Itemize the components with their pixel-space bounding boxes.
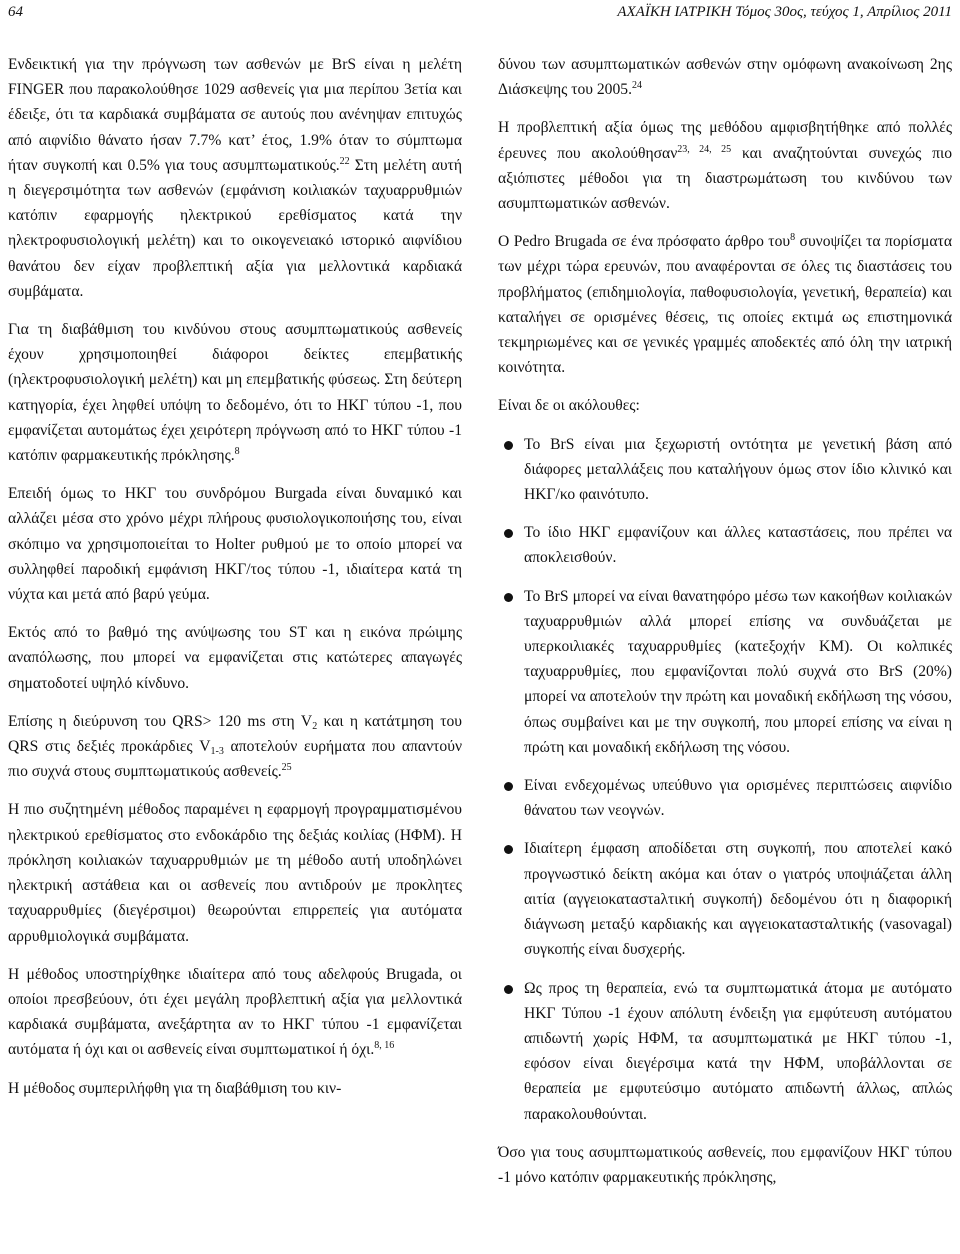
paragraph: Η μέθοδος συμπεριλήφθη για τη διαβάθμιση του κιν- [8, 1079, 342, 1097]
bullet-icon [504, 593, 513, 602]
list-item: Ως προς τη θεραπεία, ενώ τα συμπτωματικά άτομα με αυτόματο ΗΚΓ Τύπου -1 έχουν απόλυτη ένδειξη για εμφύτευση αυτόματου απιδωντή χωρίς ΗΦΜ, τα ασυμπτωματικά με ΗΚΓ τύπου -1, εφόσον είναι διεγέρσιμα κατά την ΗΦΜ, υποβάλλονται σε θεραπεία με εμφυτεύσιμο αυτόματο απιδωντή άλλως, απλώς παρακολουθούνται. [498, 976, 952, 1127]
citation: 8 [790, 232, 796, 244]
list-item: Ιδιαίτερη έμφαση αποδίδεται στη συγκοπή, που αποτελεί κακό προγνωστικό δείκτη ακόμα και όταν ο γιατρός υποψιάζεται άλλη αιτία (αγγειοκαταστaλτική συγκοπή) δεδομένου ότι η διαφορική διάγνωση μεταξύ καρδιακής και αγγειοκατασταλτικής (vasovagal) συγκοπής είναι δυσχερής. [498, 836, 952, 962]
paragraph: Όσο για τους ασυμπτωματικούς ασθενείς, που εμφανίζουν ΗΚΓ τύπου -1 μόνο κατόπιν φαρμακευτικής πρόκλησης, [498, 1143, 952, 1186]
paragraph: Η μέθοδος υποστηρίχθηκε ιδιαίτερα από τους αδελφούς Brugada, οι οποίοι πρεσβεύουν, ότι έχει μεγάλη προβλεπτική αξία για μελλοντικά καρδιακά συμβάματα, ανεξάρτητα αν το ΗΚΓ τύπου -1 εμφανίζεται αυτόματα ή όχι και οι ασθενείς είναι συμπτωματικοί ή όχι.$^{8, 16}$ [8, 965, 462, 1059]
bullet-list [498, 432, 952, 1127]
bullet-icon [504, 441, 513, 450]
paragraph: Ο Pedro Brugada σε ένα πρόσφατο άρθρο του$^8$ συνοψίζει τα πορίσματα των μέχρι τώρα ερευνών, που αναφέρονται σε όλες τις διαστάσεις του προβλήματος (επιδημιολογία, παθοφυσιολογία, γενετική, θεραπεία) και καταλήγει σε ορισμένες θέσεις, τις οποίες εκτιμά ως επιστημονικά τεκμηριωμένες και σε γενικές γραμμές αποδεκτές από όλη την ιατρική κοινότητα. [498, 232, 952, 377]
list-item: Το BrS είναι μια ξεχωριστή οντότητα με γενετική βάση από διάφορες μεταλλάξεις που καταλήγουν όμως στον ίδιο κλινικό και ΗΚΓ/κο φαινότυπο. [498, 432, 952, 508]
citation: 25 [281, 762, 292, 774]
bullet-icon [504, 529, 513, 538]
bullet-icon [504, 845, 513, 854]
page-header [8, 4, 952, 32]
paragraph: Ενδεικτική για την πρόγνωση των ασθενών με BrS είναι η μελέτη FINGER που παρακολούθησε 1029 ασθενείς για μια περίπου 3ετία και έδειξε, ότι τα καρδιακά συμβάματα σε αυτούς που ανένηψαν επιτυχώς από αιφνίδιο θάνατο ήσαν 7.7% κατ’ έτος, 1.9% όταν το σύμπτωμα ήταν συγκοπή και 0.5% για τους ασυμπτωματικούς.$^{22}$ Στη μελέτη αυτή η διεγερσιμότητα των ασθενών (εμφάνιση κοιλιακών ταχυαρρυθμιών κατόπιν εφαρμογής ηλεκτρικού ερεθίσματος κατά την ηλεκτροφυσιολογική μελέτη) και το οικογενειακό ιστορικό αιφνίδιου θανάτου δεν είχαν προβλεπτική αξία για μελλοντικά καρδιακά συμβάματα. [8, 56, 462, 300]
paragraph: Επίσης η διεύρυνση του QRS> 120 ms στη $V_2$ και η κατάτμηση του QRS στις δεξιές προκάρδιες $V_{1-3}$ αποτελούν ευρήματα που απαντούν πιο συχνά στους συμπτωματικούς ασθενείς.$^{25}$ [8, 712, 462, 781]
bullet-icon [504, 985, 513, 994]
paragraph: Εκτός από το βαθμό της ανύψωσης του ST και η εικόνα πρώιμης αναπόλωσης, που μπορεί να εμφανίζεται στις κατώτερες απαγωγές σηματοδοτεί υψηλό κίνδυνο. [8, 624, 462, 692]
paragraph: Επειδή όμως το ΗΚΓ του συνδρόμου Burgada είναι δυναμικό και αλλάζει μέσα στο χρόνο μέχρι πλήρους φυσιολογικοποιήσης του, είναι σκόπιμο να χρησιμοποιείται το Holter ρυθμού με το οποίο μπορεί να συλληφθεί παροδική εμφάνιση ΗΚΓ/τος τύπου -1, ιδιαίτερα κατά τη νύχτα και μετά από βαρύ γεύμα. [8, 485, 462, 604]
paragraph: Είναι δε οι ακόλουθες: [498, 397, 640, 415]
paragraph: Η προβλεπτική αξία όμως της μεθόδου αμφισβητήθηκε από πολλές έρευνες που ακολούθησαν$^{23, 24, 25}$ και αναζητούνται συνεχώς πιο αξιόπιστες μέθοδοι για τη διαστρωμάτωση του κινδύνου των ασυμπτωματικών ασθενών. [498, 119, 953, 213]
list-item: Το ίδιο ΗΚΓ εμφανίζουν και άλλες καταστάσεις, που πρέπει να αποκλεισθούν. [498, 520, 952, 570]
right-column [498, 52, 952, 1203]
left-column [8, 52, 462, 1114]
paragraph: Για τη διαβάθμιση του κινδύνου στους ασυμπτωματικούς ασθενείς έχουν χρησιμοποιηθεί διάφοροι δείκτες επεμβατικής (ηλεκτροφυσιολογική μελέτη) και μη επεμβατικής φύσεως. Στη δεύτερη κατηγορία, έχει ληφθεί υπόψη το δεδομένο, ότι το ΗΚΓ τύπου -1, που εμφανίζεται αυτομάτως έχει χειρότερη πρόγνωση από το ΗΚΓ τύπου -1 κατόπιν φαρμακευτικής πρόκλησης.$^8$ [8, 321, 462, 465]
citation: 8 [234, 446, 240, 458]
journal-running-title: ΑΧΑΪΚΗ ΙΑΤΡΙΚΗ Τόμος 30ος, τεύχος 1, Απρίλιος 2011 [617, 4, 952, 20]
bullet-icon [504, 782, 513, 791]
citation: 24 [631, 80, 642, 92]
page-number: 64 [8, 4, 23, 20]
list-item: Το BrS μπορεί να είναι θανατηφόρο μέσω των κακοήθων κοιλιακών ταχυαρρυθμιών αλλά μπορεί επίσης να συνδυάζεται με υπερκοιλιακές ταχυαρρυθμίες (κατεξοχήν ΚΜ). Οι κολπικές ταχυαρρυθμίες, που εμφανίζονται πολύ συχνά στο BrS (20%) μπορεί να αποτελούν την πρώτη και μοναδική εκδήλωση της νόσου, όπως συμβαίνει και με την συγκοπή, που μπορεί επίσης να είναι η πρώτη και μοναδική εκδήλωση της νόσου. [498, 584, 952, 760]
list-item: Είναι ενδεχομένως υπεύθυνο για ορισμένες περιπτώσεις αιφνίδιο θάνατου των νεογνών. [498, 773, 952, 823]
citation: 23, 24, 25 [677, 143, 732, 155]
citation: 22 [339, 155, 350, 167]
paragraph: Η πιο συζητημένη μέθοδος παραμένει η εφαρμογή προγραμματισμένου ηλεκτρικού ερεθίσματος στο ενδοκάρδιο της δεξιάς κοιλίας (ΗΦΜ). Η πρόκληση κοιλιακών ταχυαρρυθμιών με τη μέθοδο αυτή υποδηλώνει ηλεκτρική αστάθεια και οι ασθενείς που αντιδρούν με προκλητες ταχυαρρυθμίες (διεγέρσιμοι) θεωρούνται επιρρεπείς για αυτόματα αρρυθμιολογικά συμβάματα. [8, 801, 462, 945]
paragraph: δύνου των ασυμπτωματικών ασθενών στην ομόφωνη ανακοίνωση 2ης Διάσκεψης του 2005.24 [498, 56, 952, 99]
citation: 8, 16 [374, 1040, 395, 1052]
